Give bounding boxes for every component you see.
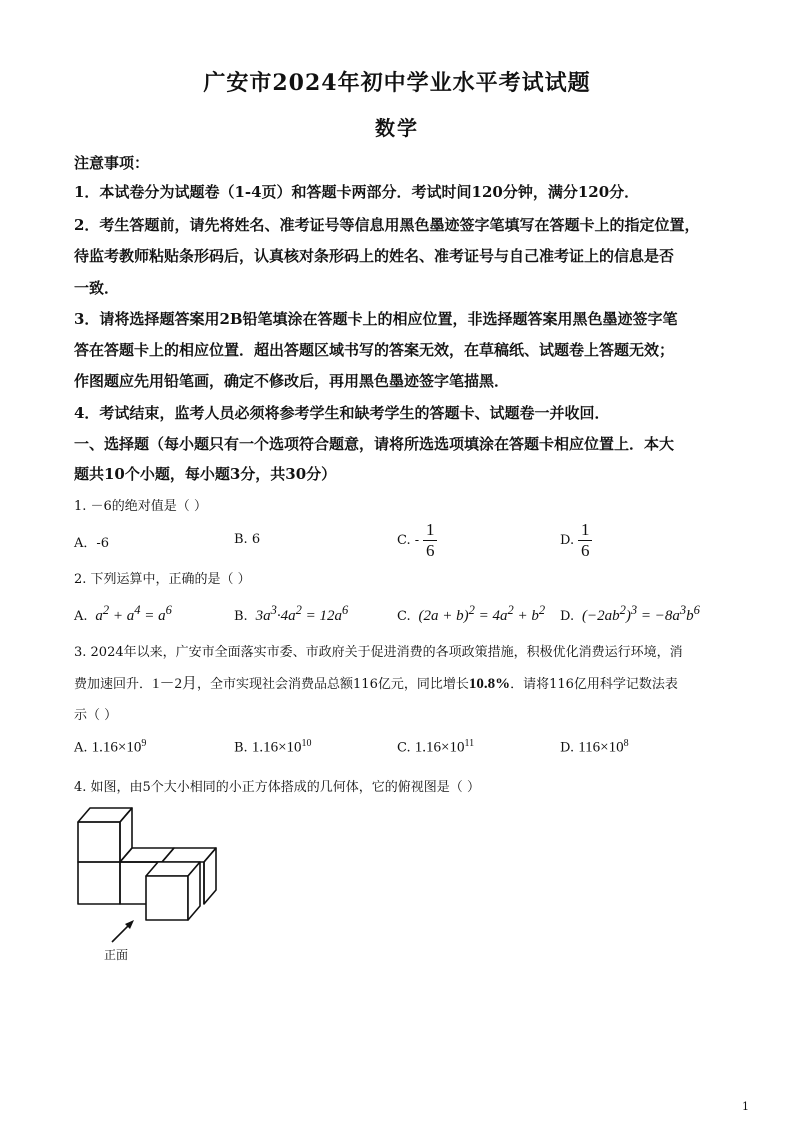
note-line: 作图题应先用铅笔画，确定不修改后，再用黑色墨迹签字笔描黑． bbox=[74, 372, 510, 390]
notes-heading: 注意事项： bbox=[74, 154, 150, 172]
q2-option-a bbox=[74, 603, 172, 625]
q1-option-d-label: D. bbox=[560, 533, 575, 548]
q3-option-b bbox=[234, 738, 312, 756]
q3-option-c bbox=[397, 738, 474, 756]
q3-option-d bbox=[560, 738, 629, 756]
q3-growth-rate: 10.8% bbox=[468, 676, 511, 692]
q3-option-c-exponent: 11 bbox=[464, 738, 475, 749]
q3-text: ，全市实现社会消费品总额116亿元，同比增长 bbox=[197, 677, 469, 692]
fraction-denominator: 6 bbox=[426, 541, 435, 560]
section-heading: 一、选择题（每小题只有一个选项符合题意，请将所选选项填涂在答题卡相应位置上．本大 bbox=[74, 435, 675, 453]
q2-option-c-formula: $(2a + b)^2 = 4a^2 + b^2$ bbox=[414, 603, 546, 624]
q2-option-c bbox=[397, 603, 545, 625]
q3-option-b-base: 1.16×10 bbox=[251, 739, 302, 756]
q2-option-b bbox=[234, 603, 348, 625]
q1-option-a: A．-6 bbox=[74, 536, 110, 551]
note-line: 4．考试结束，监考人员必须将参考学生和缺考学生的答题卡、试题卷一并收回． bbox=[74, 404, 610, 422]
cube-solid-figure bbox=[70, 800, 230, 970]
q3-option-d-base: 116×10 bbox=[578, 739, 624, 756]
q1-option-c bbox=[397, 520, 437, 561]
note-line: 答在答题卡上的相应位置．超出答题区域书写的答案无效，在草稿纸、试题卷上答题无效； bbox=[74, 341, 675, 359]
q2-option-d-label: D. bbox=[560, 609, 575, 624]
q2-option-d-formula: $(-2ab^2)^3 = -8a^3b^6$ bbox=[578, 603, 700, 624]
fraction-denominator: 6 bbox=[580, 541, 590, 560]
subject-title: 数学 bbox=[375, 116, 419, 140]
q3-option-a bbox=[74, 738, 146, 756]
fraction bbox=[578, 520, 592, 561]
q2-option-a-label: A. bbox=[74, 609, 88, 624]
q3-option-a-label: A. bbox=[74, 740, 88, 756]
note-line: 一致． bbox=[74, 279, 120, 297]
note-line: 3．请将选择题答案用2B铅笔填涂在答题卡上的相应位置，非选择题答案用黑色墨迹签字笔 bbox=[74, 310, 678, 328]
fraction-numerator: 1 bbox=[426, 520, 435, 539]
question-2-stem: 2. 下列运算中，正确的是（ ） bbox=[74, 572, 251, 587]
q1-option-b: B. 6 bbox=[234, 532, 261, 547]
q3-period: 1－2月 bbox=[152, 676, 198, 692]
q3-option-d-exponent: 8 bbox=[623, 738, 629, 749]
question-3-line: 示（ ） bbox=[74, 708, 118, 723]
cube-top bbox=[78, 808, 132, 822]
question-1-stem: 1. －6的绝对值是（ ） bbox=[74, 499, 207, 514]
cube-side bbox=[204, 848, 216, 904]
page-title: 广安市2024年初中学业水平考试试题 bbox=[203, 70, 591, 96]
q3-option-a-exponent: 9 bbox=[141, 738, 147, 749]
q3-option-d-label: D. bbox=[560, 740, 575, 756]
note-line: 待监考教师粘贴条形码后，认真核对条形码上的姓名、准考证号与自己准考证上的信息是否 bbox=[74, 247, 675, 265]
cube-face bbox=[146, 876, 188, 920]
q3-option-b-exponent: 10 bbox=[301, 738, 312, 749]
note-line: 2．考生答题前，请先将姓名、准考证号等信息用黑色墨迹签字笔填写在答题卡上的指定位置， bbox=[74, 216, 700, 234]
cube-top bbox=[162, 848, 216, 862]
q3-option-c-label: C. bbox=[397, 740, 411, 756]
cube-face bbox=[78, 862, 120, 904]
cube-top bbox=[120, 848, 174, 862]
q3-option-c-base: 1.16×10 bbox=[414, 739, 465, 756]
q2-option-d bbox=[560, 603, 700, 625]
front-view-label: 正面 bbox=[104, 948, 129, 962]
q1-option-c-label: C. - bbox=[397, 533, 420, 548]
q3-option-b-label: B. bbox=[234, 740, 248, 756]
q2-option-c-label: C. bbox=[397, 609, 411, 624]
q2-option-a-formula: $a^2 + a^4 = a^6$ bbox=[91, 603, 172, 624]
cube-face bbox=[78, 822, 120, 862]
q3-text: ．请将116亿用科学记数法表 bbox=[510, 677, 678, 692]
q3-option-a-base: 1.16×10 bbox=[91, 739, 142, 756]
q2-option-b-formula: $3a^3\cdot 4a^2 = 12a^6$ bbox=[251, 603, 349, 624]
question-4-stem: 4. 如图，由5个大小相同的小正方体搭成的几何体，它的俯视图是（ ） bbox=[74, 780, 480, 795]
question-3-line: 3. 2024年以来，广安市全面落实市委、市政府关于促进消费的各项政策措施，积极优化消费运行环境，消 bbox=[74, 645, 683, 660]
fraction-numerator: 1 bbox=[580, 520, 590, 539]
section-heading: 题共10个小题，每小题3分，共30分） bbox=[74, 465, 337, 483]
q1-option-d bbox=[560, 520, 592, 561]
question-3-line bbox=[74, 672, 678, 693]
q3-text: 费加速回升． bbox=[74, 677, 153, 692]
q2-option-b-label: B. bbox=[234, 609, 248, 624]
fraction bbox=[423, 520, 437, 561]
note-line: 1．本试卷分为试题卷（1-4页）和答题卡两部分．考试时间120分钟，满分120分． bbox=[74, 183, 640, 201]
page-number: 1 bbox=[742, 1100, 749, 1113]
